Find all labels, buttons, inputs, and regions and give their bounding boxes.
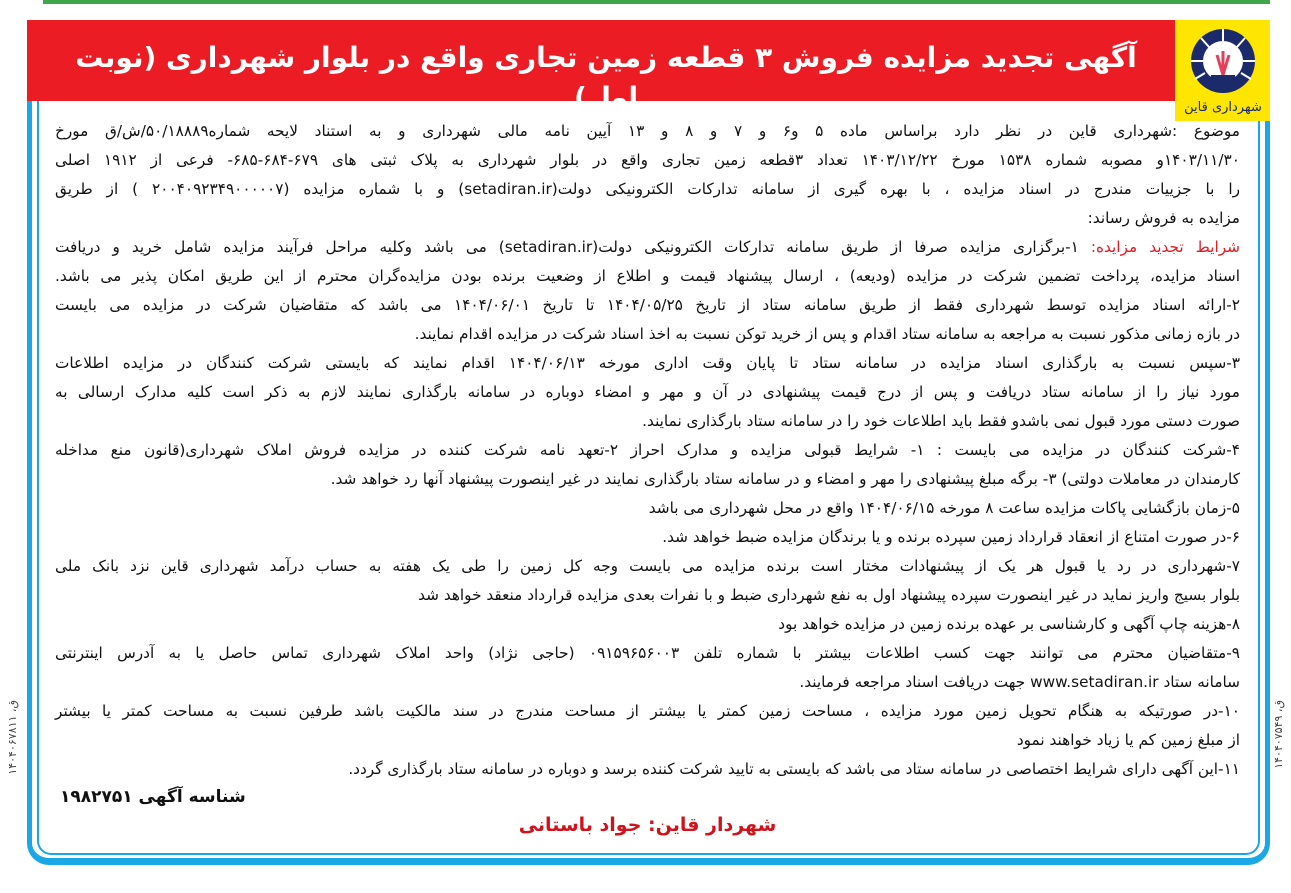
municipality-logo bbox=[1175, 20, 1270, 121]
body-line: مزایده به فروش رساند: bbox=[1087, 209, 1240, 227]
body-line: ۱۴۰۳/۱۱/۳۰و مصوبه شماره ۱۵۳۸ مورخ ۱۴۰۳/۱۲/۲۲ تعداد ۳قطعه زمین تجاری واقع در بلوار شهرداری به پلاک ثبتی های ۶۷۹-۶۸۴-۶۸۵- فرعی از ۱۹۱۲ اصلی bbox=[55, 151, 1240, 169]
ad-body bbox=[55, 117, 1240, 840]
body-line: را با جزییات مندرج در اسناد مزایده ، با بهره گیری از سامانه تدارکات الکترونیکی دولت(setadiran.ir) و با شماره مزایده (۲۰۰۴۰۹۲۳۴۹۰۰۰۰۰۷ ) از طریق bbox=[55, 180, 1240, 198]
body-line: ۳-سپس نسبت به بارگذاری اسناد مزایده در سامانه ستاد تا پایان وقت اداری مورخه ۱۴۰۴/۰۶/۱۳ اقدام نمایند که بایستی شرکت کنندگان در مزایده اطلاعات bbox=[55, 354, 1240, 372]
logo-emblem-icon bbox=[1183, 25, 1263, 117]
body-line: مورد نیاز را از سامانه ستاد دریافت و پس از درج قیمت پیشنهادی در آن و مهر و امضاء دوباره در سامانه بارگذاری نمایند لازم به ذکر است کلیه مدارک ارسالی به bbox=[55, 383, 1240, 401]
body-line: ۷-شهرداری در رد یا قبول هر یک از پیشنهادات مختار است برنده مزایده می بایست وجه کل زمین را طی یک هفته به حساب درآمد شهرداری قاین نزد بانک ملی bbox=[55, 557, 1240, 575]
body-line: صورت دستی مورد قبول نمی باشدو فقط باید اطلاعات خود را در سامانه ستاد بارگذاری نمایند. bbox=[642, 412, 1240, 430]
body-line-conditions bbox=[55, 233, 1240, 262]
svg-text:شهرداری قاین: شهرداری قاین bbox=[1183, 99, 1262, 115]
body-line: اسناد مزایده، پرداخت تضمین شرکت در مزایده (ودیعه) ، ارسال پیشنهاد قیمت و اطلاع از وضعیت برنده بودن مزایده‌گران محترم از این طریق امکان پذیر می باشد. bbox=[55, 267, 1240, 285]
body-line: در بازه زمانی مذکور نسبت به مراجعه به سامانه ستاد اقدام و پس از خرید توکن نسبت به اخذ اسناد شرکت در مزایده اقدام نمایند. bbox=[414, 325, 1240, 343]
conditions-label: شرایط تجدید مزایده: bbox=[1078, 238, 1240, 256]
header-banner bbox=[27, 20, 1270, 115]
mayor-signature: شهردار قاین: جواد باستانی bbox=[518, 814, 777, 836]
body-line: از مبلغ زمین کم یا زیاد خواهند نمود bbox=[1016, 731, 1240, 749]
body-line: سامانه ستاد www.setadiran.ir جهت دریافت اسناد مراجعه فرمایند. bbox=[799, 673, 1240, 691]
body-line: ۴-شرکت کنندگان در مزایده می بایست : ۱- شرایط قبولی مزایده و مدارک احراز ۲-تعهد نامه شرکت کننده در مزایده فروش املاک شهرداری(قانون منع مداخله bbox=[55, 441, 1240, 459]
condition-1: ۱-برگزاری مزایده صرفا از طریق سامانه تدارکات الکترونیکی دولت(setadiran.ir) می باشد وکلیه مراحل فرآیند مزایده شامل خرید و دریافت bbox=[55, 238, 1079, 256]
ad-id: شناسه آگهی ۱۹۸۲۷۵۱ bbox=[60, 787, 246, 807]
body-line: بلوار بسیج واریز نماید در غیر اینصورت سپرده پیشنهاد اول به نفع شهرداری ضبط و با نفرات بعدی مزایده قرارداد منعقد خواهد شد bbox=[418, 586, 1240, 604]
ad-title: آگهی تجدید مزایده فروش ۳ قطعه زمین تجاری واقع در بلوار شهرداری (نوبت اول) bbox=[75, 41, 1137, 114]
body-line: ۸-هزینه چاپ آگهی و کارشناسی بر عهده برنده زمین در مزایده خواهد بود bbox=[778, 615, 1240, 633]
body-line: موضوع :شهرداری قاین در نظر دارد براساس ماده ۵ و۶ و ۷ و ۸ و ۱۳ آیین نامه مالی شهرداری و به استناد لایحه شماره۵۰/۱۸۸۸۹/ش/ق مورخ bbox=[55, 122, 1240, 140]
body-line: ۹-متقاضیان محترم می توانند جهت کسب اطلاعات بیشتر با شماره تلفن ۰۹۱۵۹۶۵۶۰۰۳ (حاجی نژاد) واحد املاک شهرداری تماس حاصل یا به آدرس اینترنتی bbox=[55, 644, 1240, 662]
body-line: ۱۱-این آگهی دارای شرایط اختصاصی در سامانه ستاد می باشد که بایستی به تایید شرکت کننده برسد و دوباره در سامانه ستاد بارگذاری گردد. bbox=[348, 760, 1240, 778]
side-code-left: ق، ۱۴۰۴۰۶۷۸۱۱ bbox=[6, 700, 19, 775]
body-line: ۶-در صورت امتناع از انعقاد قرارداد زمین سپرده برنده و یا برندگان مزایده ضبط خواهد شد. bbox=[662, 528, 1240, 546]
top-bar bbox=[43, 0, 1270, 4]
body-line: ۱۰-در صورتیکه به هنگام تحویل زمین مورد مزایده ، مساحت زمین کمتر یا بیشتر از مساحت مندرج در سند مالکیت باشد طرفین نسبت به مساحت کمتر یا بیشتر bbox=[55, 702, 1240, 720]
body-line: کارمندان در معاملات دولتی) ۳- برگه مبلغ پیشنهادی را مهر و امضاء و در سامانه ستاد بارگذاری نمایند در غیر اینصورت پیشنهاد آنها رد خواهد شد. bbox=[330, 470, 1240, 488]
body-line: ۲-ارائه اسناد مزایده توسط شهرداری فقط از طریق سامانه ستاد از تاریخ ۱۴۰۴/۰۵/۲۵ تا تاریخ ۱۴۰۴/۰۶/۰۱ می باشد که متقاضیان شرکت در مزایده می بایست bbox=[55, 296, 1240, 314]
body-line: ۵-زمان بازگشایی پاکات مزایده ساعت ۸ مورخه ۱۴۰۴/۰۶/۱۵ واقع در محل شهرداری می باشد bbox=[648, 499, 1240, 517]
side-code-right: ق، ۱۴۰۴۰۷۵۴۹ bbox=[1272, 700, 1285, 769]
